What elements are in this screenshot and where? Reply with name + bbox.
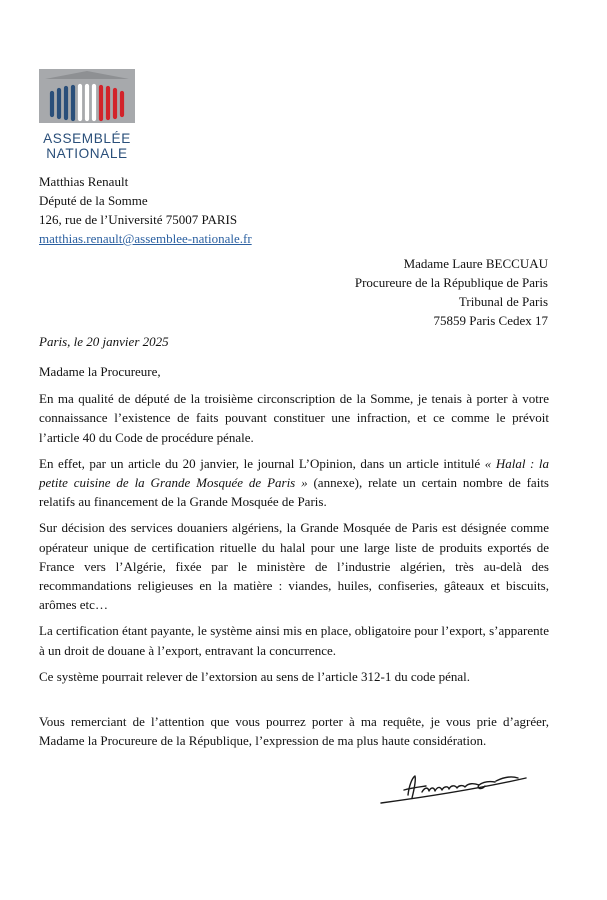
sender-title: Député de la Somme (39, 193, 148, 208)
sender-email-link[interactable]: matthias.renault@assemblee-nationale.fr (39, 231, 252, 246)
sender-block (39, 172, 252, 248)
paragraph-3: Sur décision des services douaniers algériens, la Grande Mosquée de Paris est désignée comme opérateur unique de certification rituelle du halal pour une large liste de produits exportés de France vers l’Algérie, fixée par le ministère de l’industrie algérien, très au-delà des recommandations religieuses en la matière : viandes, huiles, confiseries, gâteaux et biscuits, arômes etc… (39, 520, 549, 613)
recipient-title: Procureure de la République de Paris (354, 275, 548, 290)
signature-scribble-icon (378, 768, 530, 808)
paragraph-4: La certification étant payante, le système ainsi mis en place, obligatoire pour l’export, s’apparente à un droit de douane à l’export, entravant la concurrence. (39, 623, 549, 658)
paragraph-2-start: En effet, par un article du 20 janvier, le journal L’Opinion, dans un article intitulé (39, 455, 485, 471)
recipient-address: 75859 Paris Cedex 17 (433, 313, 548, 328)
logo-text (39, 131, 135, 161)
article-title: « Halal : la petite cuisine de la Grande Mosquée de Paris » (39, 455, 549, 491)
closing-paragraph: Vous remerciant de l’attention que vous pourrez porter à ma requête, je vous prie d’agréer, Madame la Procureure de la République, l’expression de ma plus haute considération. (39, 714, 549, 749)
paragraph-2 (39, 454, 549, 512)
assemblee-nationale-logo (39, 69, 135, 161)
hemicycle-emblem-icon (39, 69, 135, 123)
paragraph-5: Ce système pourrait relever de l’extorsion au sens de l’article 312-1 du code pénal. (39, 668, 471, 684)
recipient-court: Tribunal de Paris (458, 294, 548, 309)
letter-body (39, 362, 549, 693)
letter-date: Paris, le 20 janvier 2025 (39, 334, 169, 349)
recipient-block (355, 254, 548, 330)
paragraph-2-end: (annexe), relate un certain nombre de faits relatifs au financement de la Grande Mosquée de Paris. (39, 475, 549, 510)
logo-line-1: ASSEMBLÉE (43, 131, 131, 146)
sender-name: Matthias Renault (39, 174, 129, 189)
logo-line-2: NATIONALE (46, 146, 128, 161)
recipient-name: Madame Laure BECCUAU (403, 256, 548, 271)
salutation: Madame la Procureure, (39, 364, 161, 379)
closing-block (39, 712, 549, 750)
paragraph-1: En ma qualité de député de la troisième circonscription de la Somme, je tenais à porter à votre connaissance l’existence de faits pouvant constituer une infraction, et ce comme le prévoit l’article 40 du Code de procédure pénale. (39, 391, 549, 445)
handwritten-signature (378, 768, 530, 813)
sender-address: 126, rue de l’Université 75007 PARIS (39, 212, 238, 227)
